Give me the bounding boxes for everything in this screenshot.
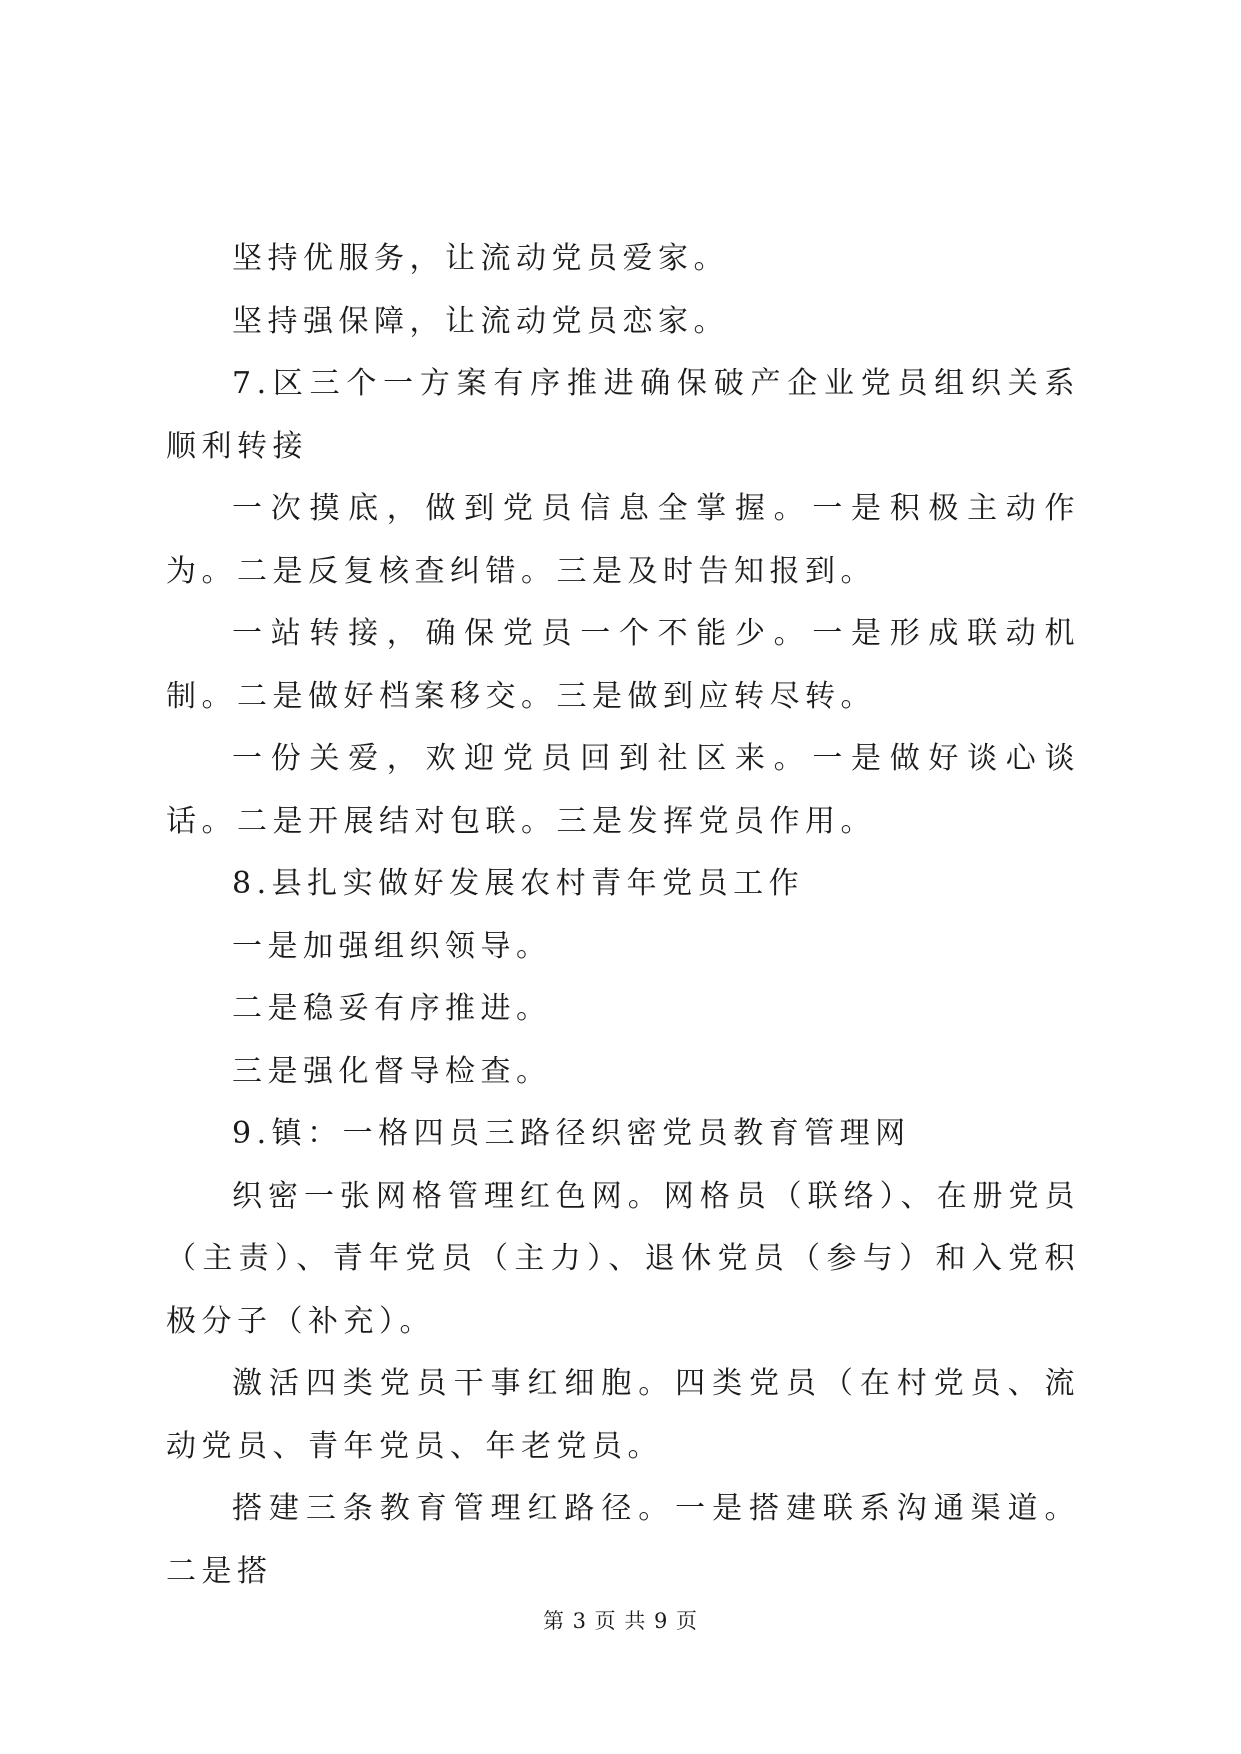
paragraph: 二是稳妥有序推进。 (232, 991, 552, 1026)
paragraph: 织密一张网格管理红色网。网格员（联络）、在册党员（主责）、青年党员（主力）、退休党员（参与）和入党积极分子（补充）。 (166, 1178, 1080, 1339)
section-heading-9: 9.镇：一格四员三路径织密党员教育管理网 (232, 1116, 911, 1151)
paragraph: 一次摸底，做到党员信息全掌握。一是积极主动作为。二是反复核查纠错。三是及时告知报到。 (166, 491, 1080, 589)
paragraph: 坚持优服务，让流动党员爱家。 (232, 241, 729, 276)
paragraph: 一是加强组织领导。 (232, 928, 552, 964)
paragraph: 一站转接，确保党员一个不能少。一是形成联动机制。二是做好档案移交。三是做到应转尽转。 (166, 616, 1080, 714)
paragraph: 坚持强保障，让流动党员恋家。 (232, 303, 729, 339)
paragraph: 三是强化督导检查。 (232, 1053, 552, 1089)
document-body (166, 228, 1080, 1603)
section-heading-8: 8.县扎实做好发展农村青年党员工作 (232, 866, 805, 901)
section-heading-7: 7.区三个一方案有序推进确保破产企业党员组织关系顺利转接 (166, 366, 1080, 464)
paragraph: 搭建三条教育管理红路径。一是搭建联系沟通渠道。二是搭 (166, 1491, 1080, 1589)
page-number-footer: 第 3 页 共 9 页 (542, 1609, 699, 1633)
paragraph: 一份关爱，欢迎党员回到社区来。一是做好谈心谈话。二是开展结对包联。三是发挥党员作用。 (166, 741, 1080, 839)
paragraph: 激活四类党员干事红细胞。四类党员（在村党员、流动党员、青年党员、年老党员。 (166, 1366, 1080, 1464)
